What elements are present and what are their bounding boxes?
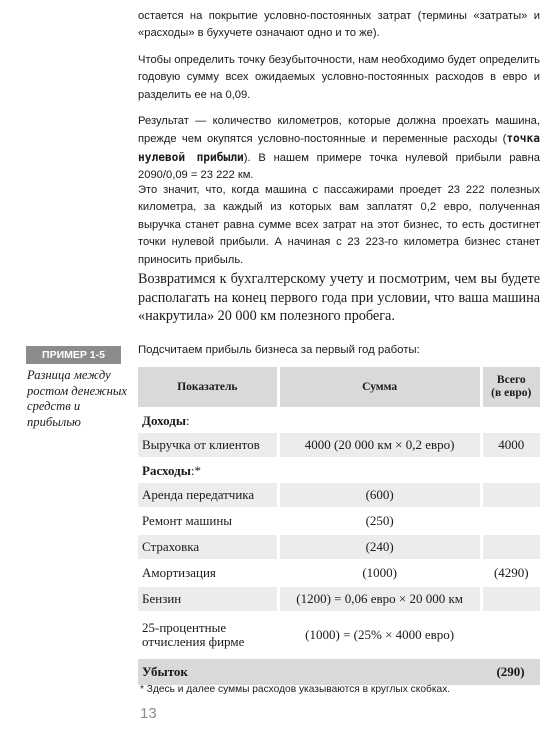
- loss-total: (290): [481, 658, 540, 686]
- row-total: [481, 612, 540, 658]
- row-amount: (250): [278, 508, 481, 534]
- row-label: Страховка: [138, 534, 278, 560]
- profit-table: [138, 367, 540, 687]
- row-total: (4290): [481, 560, 540, 586]
- header-indicator: Показатель: [138, 367, 278, 408]
- page-number: 13: [140, 705, 157, 722]
- expenses-label: Расходы:*: [138, 458, 540, 483]
- table-title: Подсчитаем прибыль бизнеса за первый год работы:: [138, 344, 420, 356]
- footnote: * Здесь и далее суммы расходов указываются в круглых скобках.: [140, 684, 451, 695]
- paragraph-1: остается на покрытие условно-постоянных затрат (термины «затраты» и «расходы» в бухучете означают одно и то же).: [138, 10, 540, 40]
- row-total: [481, 534, 540, 560]
- table-header-row: [138, 367, 540, 408]
- paragraph-3: [138, 113, 540, 185]
- expenses-section-row: [138, 458, 540, 483]
- row-amount: (1000) = (25% × 4000 евро): [278, 612, 481, 658]
- row-total: [481, 508, 540, 534]
- table-row: [138, 483, 540, 508]
- paragraph-5: Возвратимся к бухгалтерскому учету и посмотрим, чем вы будете располагать на конец первого года при условии, что ваша машина «накрутила» 20 000 км полезного пробега.: [138, 271, 540, 324]
- row-label: Амортизация: [138, 560, 278, 586]
- paragraph-2: Чтобы определить точку безубыточности, нам необходимо будет определить годовую сумму всех ожидаемых условно-постоянных расходов в евро и разделить ее на 0,09.: [138, 54, 540, 101]
- row-total: [481, 483, 540, 508]
- loss-amount-empty: [278, 658, 481, 686]
- table-row: [138, 586, 540, 612]
- table-row: [138, 612, 540, 658]
- row-amount: (1200) = 0,06 евро × 20 000 км: [278, 586, 481, 612]
- row-label: Выручка от клиентов: [138, 433, 278, 458]
- row-label: Ремонт машины: [138, 508, 278, 534]
- row-label: 25-процентные отчисления фирме: [138, 612, 278, 658]
- row-amount: 4000 (20 000 км × 0,2 евро): [278, 433, 481, 458]
- income-section-row: [138, 408, 540, 433]
- zero-profit-term: точка нулевой прибыли: [138, 132, 540, 164]
- row-total: 4000: [481, 433, 540, 458]
- row-label: Бензин: [138, 586, 278, 612]
- header-total: Всего (в евро): [481, 367, 540, 408]
- table-row: [138, 560, 540, 586]
- example-caption: Разница между ростом денежных средств и прибылью: [27, 368, 127, 429]
- row-total: [481, 586, 540, 612]
- row-amount: (600): [278, 483, 481, 508]
- income-label: Доходы:: [138, 408, 540, 433]
- example-badge: ПРИМЕР 1-5: [26, 346, 121, 364]
- paragraph-3-start: Результат — количество километров, которые должна проехать машина, прежде чем окупятся условно-постоянные и переменные расходы (: [138, 115, 540, 146]
- table-row: [138, 534, 540, 560]
- paragraph-3-end: ). В нашем примере точка нулевой прибыли равна 2090/0,09 = 23 222 км.: [138, 151, 540, 182]
- header-amount: Сумма: [278, 367, 481, 408]
- table-row: [138, 433, 540, 458]
- paragraph-4: Это значит, что, когда машина с пассажирами проедет 23 222 полезных километра, за каждый из которых вам заплатят 0,2 евро, полученная выручка станет равна сумме всех затрат на этот бизнес, то есть достигнет точки нулевой прибыли. А начиная с 23 223-го километра бизнес станет приносить прибыль.: [138, 184, 540, 266]
- row-label: Аренда передатчика: [138, 483, 278, 508]
- loss-label: Убыток: [138, 658, 278, 686]
- row-amount: (1000): [278, 560, 481, 586]
- table-row: [138, 508, 540, 534]
- row-amount: (240): [278, 534, 481, 560]
- loss-row: [138, 658, 540, 686]
